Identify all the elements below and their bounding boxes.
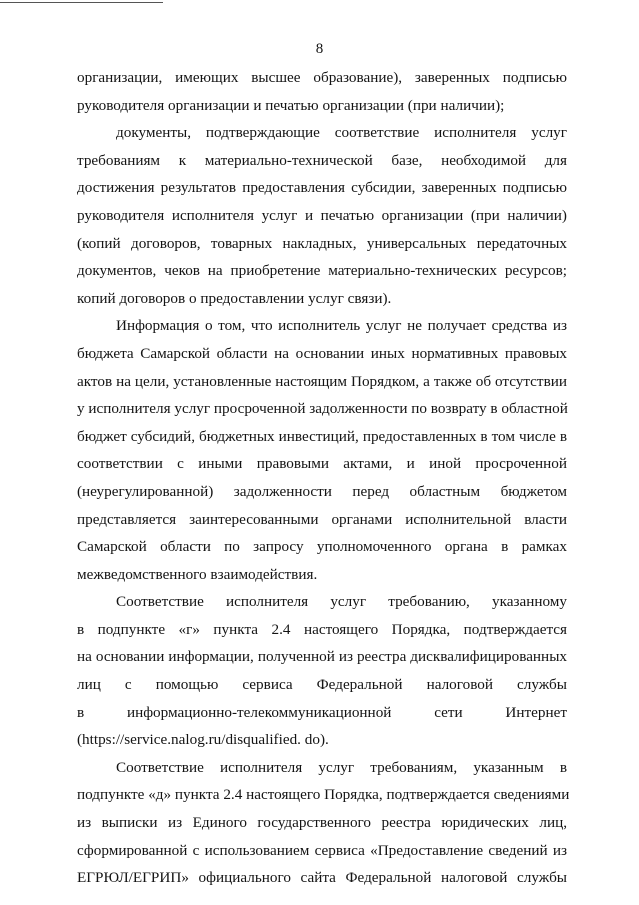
- text-line: бюджета Самарской области на основании иных нормативных правовых: [77, 344, 567, 362]
- text-line: руководителя организации и печатью организации (при наличии);: [77, 96, 505, 114]
- document-body: [77, 64, 570, 892]
- text-line: Соответствие исполнителя услуг требованиям, указанным в: [116, 758, 567, 776]
- text-line: достижения результатов предоставления субсидии, заверенных подписью: [77, 179, 567, 197]
- text-line: лиц с помощью сервиса Федеральной налоговой службы: [77, 676, 567, 694]
- text-line: Соответствие исполнителя услуг требованию, указанному: [116, 593, 567, 611]
- text-line: ЕГРЮЛ/ЕГРИП» официального сайта Федеральной налоговой службы: [77, 869, 567, 887]
- text-line: копий договоров о предоставлении услуг связи).: [77, 289, 392, 307]
- top-edge-rule: [0, 2, 163, 3]
- text-line: в подпункте «г» пункта 2.4 настоящего Порядка, подтверждается: [77, 620, 567, 638]
- text-line: у исполнителя услуг просроченной задолженности по возврату в областной: [77, 400, 568, 418]
- text-line: (копий договоров, товарных накладных, универсальных передаточных: [77, 234, 567, 252]
- text-line: организации, имеющих высшее образование), заверенных подписью: [77, 69, 567, 86]
- text-line: (неурегулированной) задолженности перед областным бюджетом: [77, 482, 567, 500]
- text-line: представляется заинтересованными органами исполнительной власти: [77, 510, 567, 528]
- text-line: актов на цели, установленные настоящим Порядком, а также об отсутствии: [77, 372, 567, 390]
- text-line: сформированной с использованием сервиса «Предоставление сведений из: [77, 841, 567, 859]
- text-line: соответствии с иными правовыми актами, и иной просроченной: [77, 455, 567, 473]
- text-line: руководителя исполнителя услуг и печатью организации (при наличии): [77, 206, 567, 224]
- text-line: на основании информации, полученной из реестра дисквалифицированных: [77, 648, 567, 666]
- text-line: из выписки из Единого государственного реестра юридических лиц,: [77, 814, 567, 832]
- text-line: (https://service.nalog.ru/disqualified. do).: [77, 731, 329, 749]
- text-line: межведомственного взаимодействия.: [77, 565, 318, 583]
- text-line: бюджет субсидий, бюджетных инвестиций, предоставленных в том числе в: [77, 427, 567, 445]
- text-line: документы, подтверждающие соответствие исполнителя услуг: [116, 124, 567, 142]
- text-line: Самарской области по запросу уполномоченного органа в рамках: [77, 538, 567, 556]
- text-line: подпункте «д» пункта 2.4 настоящего Порядка, подтверждается сведениями: [77, 786, 570, 804]
- text-line: требованиям к материально-технической базе, необходимой для: [77, 151, 567, 169]
- text-line: Информация о том, что исполнитель услуг не получает средства из: [116, 317, 567, 335]
- text-line: в информационно-телекоммуникационной сети Интернет: [77, 703, 567, 721]
- page-number: 8: [315, 41, 324, 57]
- text-line: документов, чеков на приобретение материально-технических ресурсов;: [77, 262, 567, 280]
